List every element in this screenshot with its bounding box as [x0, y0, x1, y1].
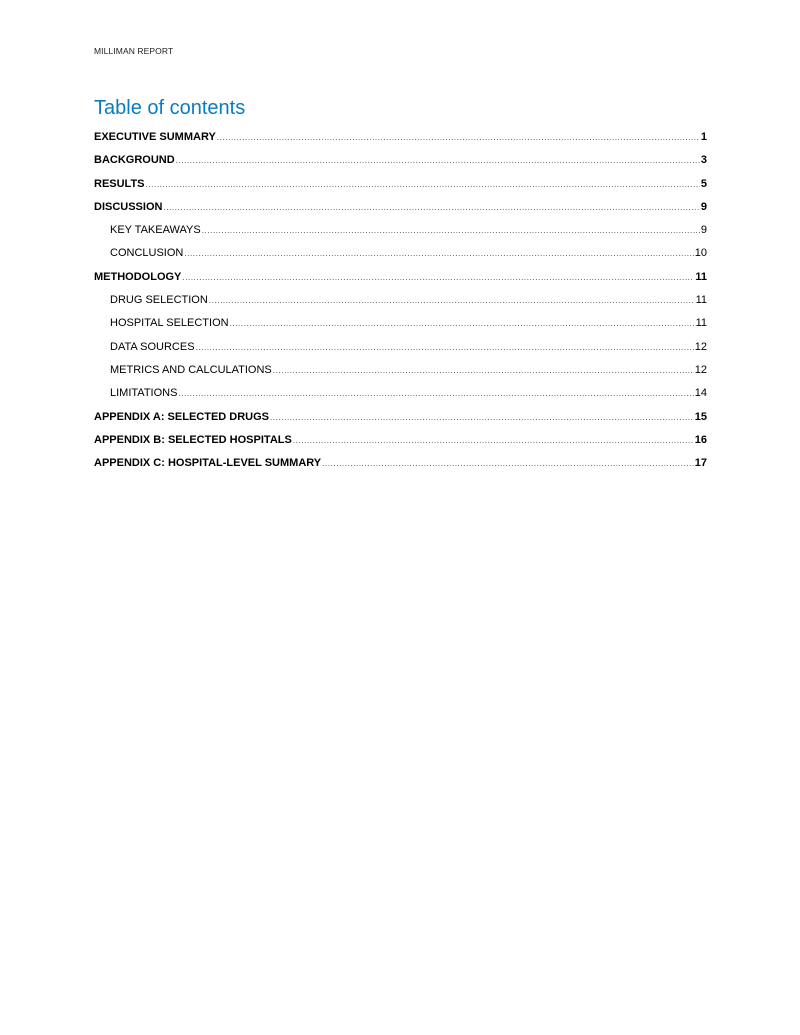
dot-leader: [293, 429, 694, 452]
toc-page-number: 1: [700, 131, 707, 143]
running-header: MILLIMAN REPORT: [94, 46, 174, 56]
toc-entry-label: LIMITATIONS: [110, 387, 178, 400]
toc-entry-label: CONCLUSION: [110, 247, 184, 260]
dot-leader: [230, 312, 695, 335]
dot-leader: [217, 126, 700, 149]
toc-entry-label: APPENDIX B: SELECTED HOSPITALS: [94, 433, 292, 446]
toc-list: [94, 126, 707, 475]
dot-leader: [184, 242, 693, 265]
toc-page-number: 9: [700, 200, 707, 213]
toc-entry-label: METHODOLOGY: [94, 270, 182, 283]
dot-leader: [196, 336, 694, 359]
dot-leader: [273, 359, 694, 382]
toc-page-number: 9: [700, 224, 707, 237]
toc-entry-results[interactable]: [94, 173, 707, 196]
toc-entry-label: DRUG SELECTION: [110, 294, 208, 307]
dot-leader: [163, 196, 699, 219]
toc-entry-label: HOSPITAL SELECTION: [110, 317, 229, 330]
dot-leader: [176, 149, 700, 172]
toc-page-number: 3: [700, 154, 707, 167]
toc-entry-appendix-a[interactable]: [94, 406, 707, 429]
toc-entry-metrics-and-calculations[interactable]: [94, 359, 707, 382]
toc-entry-discussion[interactable]: [94, 196, 707, 219]
toc-page-number: 12: [694, 340, 707, 353]
dot-leader: [322, 452, 694, 475]
toc-entry-label: KEY TAKEAWAYS: [110, 224, 201, 237]
toc-page-number: 12: [694, 363, 707, 376]
toc-entry-key-takeaways[interactable]: [94, 219, 707, 242]
toc-page-number: 10: [694, 247, 707, 260]
dot-leader: [178, 382, 693, 405]
toc-entry-label: DATA SOURCES: [110, 340, 195, 353]
toc-page-number: 14: [694, 387, 707, 400]
toc-entry-label: METRICS AND CALCULATIONS: [110, 363, 272, 376]
dot-leader: [209, 289, 695, 312]
dot-leader: [202, 219, 700, 242]
toc-entry-appendix-b[interactable]: [94, 429, 707, 452]
toc-entry-hospital-selection[interactable]: [94, 312, 707, 335]
toc-entry-executive-summary[interactable]: [94, 126, 707, 149]
toc-page-number: 11: [695, 317, 707, 330]
toc-entry-label: EXECUTIVE SUMMARY: [94, 131, 216, 143]
toc-page-number: 5: [700, 177, 707, 190]
toc-title: Table of contents: [94, 97, 246, 119]
toc-entry-label: BACKGROUND: [94, 154, 175, 167]
toc-entry-conclusion[interactable]: [94, 242, 707, 265]
toc-entry-drug-selection[interactable]: [94, 289, 707, 312]
toc-entry-background[interactable]: [94, 149, 707, 172]
toc-entry-limitations[interactable]: [94, 382, 707, 405]
toc-page-number: 17: [694, 457, 707, 470]
toc-entry-methodology[interactable]: [94, 266, 707, 289]
dot-leader: [146, 173, 700, 196]
toc-page-number: 11: [695, 270, 707, 283]
toc-page-number: 11: [695, 294, 707, 307]
toc-entry-appendix-c[interactable]: [94, 452, 707, 475]
toc-page-number: 16: [694, 433, 707, 446]
toc-entry-label: DISCUSSION: [94, 200, 163, 213]
toc-entry-data-sources[interactable]: [94, 336, 707, 359]
dot-leader: [182, 266, 694, 289]
toc-entry-label: RESULTS: [94, 177, 145, 190]
toc-entry-label: APPENDIX C: HOSPITAL-LEVEL SUMMARY: [94, 457, 322, 470]
toc-entry-label: APPENDIX A: SELECTED DRUGS: [94, 410, 270, 423]
dot-leader: [270, 406, 694, 429]
toc-page-number: 15: [694, 410, 707, 423]
